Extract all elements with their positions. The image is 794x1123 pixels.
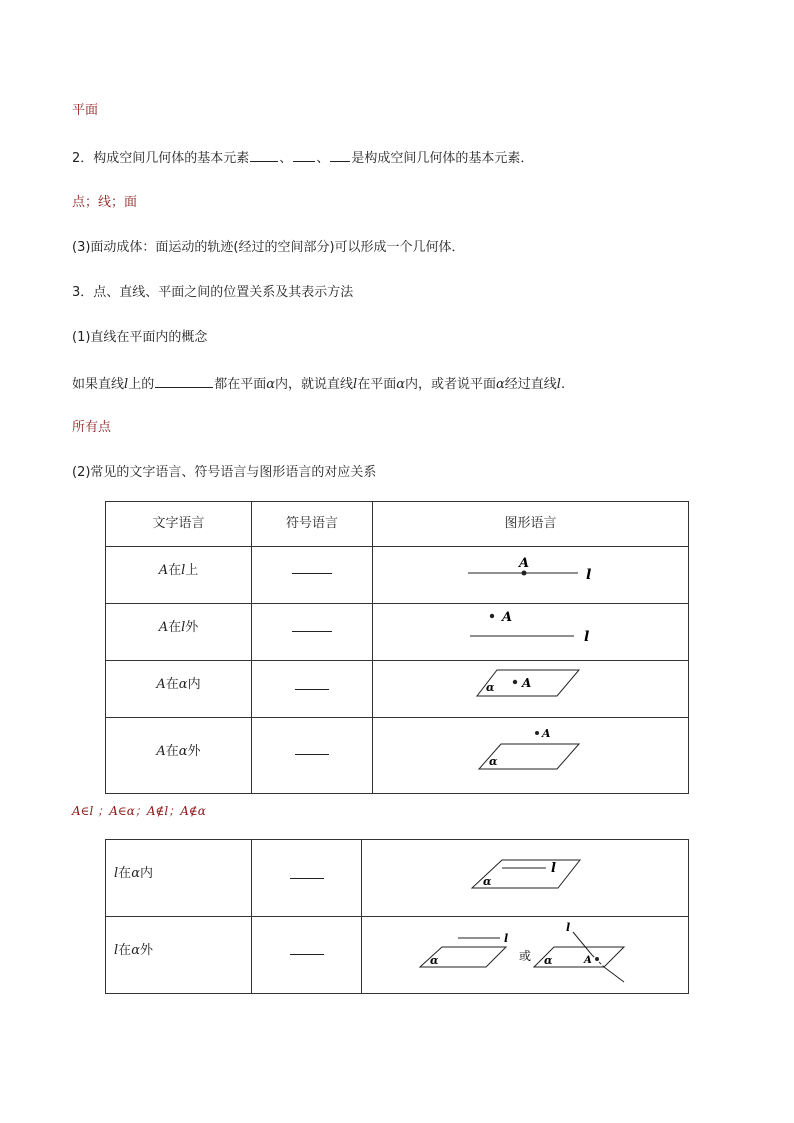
subsection-2-title: (2)常见的文字语言、符号语言与图形语言的对应关系 bbox=[72, 465, 377, 480]
svg-text:A: A bbox=[502, 610, 513, 625]
def-text: 内，就说直线 bbox=[275, 377, 354, 392]
section-3-title: 3．点、直线、平面之间的位置关系及其表示方法 bbox=[72, 285, 354, 300]
blank bbox=[250, 147, 278, 162]
blank bbox=[155, 373, 213, 388]
def-text: . bbox=[560, 377, 566, 392]
svg-text:A: A bbox=[522, 676, 532, 690]
symbol-blank-cell bbox=[252, 547, 373, 604]
definition-answer: 所有点 bbox=[72, 420, 112, 435]
figure-cell bbox=[373, 604, 689, 661]
blank bbox=[293, 147, 315, 162]
var-l: l bbox=[353, 377, 358, 392]
separator: 、 bbox=[316, 151, 330, 166]
svg-text:或: 或 bbox=[519, 949, 532, 963]
blank bbox=[330, 147, 350, 162]
q2-text-b: 是构成空间几何体的基本元素． bbox=[351, 151, 534, 166]
text-language-cell: A在α内 bbox=[106, 661, 252, 718]
table-row bbox=[106, 840, 689, 917]
figure-cell bbox=[373, 718, 689, 794]
q2-number: 2． bbox=[72, 151, 94, 166]
symbol-blank-cell bbox=[252, 718, 373, 794]
table-row bbox=[106, 661, 689, 718]
svg-text:α: α bbox=[483, 875, 492, 888]
q2-answer: 点；线；面 bbox=[72, 195, 138, 210]
var-l: l bbox=[556, 377, 561, 392]
svg-text:A: A bbox=[519, 556, 530, 571]
def-text: 上的 bbox=[128, 377, 155, 392]
def-text: 经过直线 bbox=[504, 377, 557, 392]
svg-text:α: α bbox=[544, 954, 553, 967]
symbol-blank-cell bbox=[252, 661, 373, 718]
question-2 bbox=[72, 147, 533, 169]
text-language-cell: l在α内 bbox=[106, 840, 252, 917]
point-on-line-figure bbox=[373, 547, 689, 603]
svg-text:α: α bbox=[430, 954, 439, 967]
svg-text:A: A bbox=[542, 727, 551, 740]
table1-answer: A∈l ；A∈α；A∉l；A∉α bbox=[72, 804, 206, 818]
point-in-plane-figure bbox=[373, 661, 689, 717]
relation-table-points bbox=[105, 501, 689, 794]
text-language-cell: l在α外 bbox=[106, 917, 252, 994]
relation-table-lines bbox=[105, 839, 689, 994]
svg-text:l: l bbox=[586, 567, 592, 583]
definition-sentence bbox=[72, 373, 565, 395]
header-cell: 图形语言 bbox=[373, 502, 689, 547]
symbol-blank-cell bbox=[252, 917, 362, 994]
svg-text:l: l bbox=[551, 861, 556, 876]
point-outside-plane-figure bbox=[373, 718, 689, 793]
text-language-cell: A在α外 bbox=[106, 718, 252, 794]
text-language-cell: A在l上 bbox=[106, 547, 252, 604]
symbol-blank-cell bbox=[252, 604, 373, 661]
q2-text-a: 构成空间几何体的基本元素 bbox=[93, 151, 250, 166]
symbol-blank-cell bbox=[252, 840, 362, 917]
svg-text:l: l bbox=[566, 921, 571, 934]
section-heading: 平面 bbox=[72, 103, 99, 118]
table-row bbox=[106, 917, 689, 994]
table-header-row bbox=[106, 502, 689, 547]
var-alpha: α bbox=[396, 377, 405, 392]
table-row bbox=[106, 547, 689, 604]
def-text: 在平面 bbox=[357, 377, 397, 392]
svg-text:l: l bbox=[584, 629, 590, 645]
line-in-plane-figure bbox=[362, 840, 689, 916]
var-alpha: α bbox=[496, 377, 505, 392]
svg-text:A: A bbox=[584, 955, 592, 966]
subsection-1-title: (1)直线在平面内的概念 bbox=[72, 330, 208, 345]
svg-text:α: α bbox=[489, 755, 498, 768]
table-row bbox=[106, 604, 689, 661]
var-alpha: α bbox=[266, 377, 275, 392]
figure-cell bbox=[373, 547, 689, 604]
header-cell: 文字语言 bbox=[106, 502, 252, 547]
svg-text:l: l bbox=[504, 932, 509, 945]
point-off-line-figure bbox=[373, 604, 689, 660]
q3-note: (3)面动成体：面运动的轨迹(经过的空间部分)可以形成一个几何体． bbox=[72, 240, 465, 255]
def-text: 都在平面 bbox=[214, 377, 267, 392]
var-l: l bbox=[124, 377, 129, 392]
table-row bbox=[106, 718, 689, 794]
def-text: 内，或者说平面 bbox=[404, 377, 496, 392]
figure-cell bbox=[362, 840, 689, 917]
svg-text:α: α bbox=[486, 681, 495, 694]
separator: 、 bbox=[279, 151, 293, 166]
text-language-cell: A在l外 bbox=[106, 604, 252, 661]
def-text: 如果直线 bbox=[72, 377, 125, 392]
line-outside-plane-figures bbox=[362, 917, 689, 993]
header-cell: 符号语言 bbox=[252, 502, 373, 547]
figure-cell bbox=[362, 917, 689, 994]
figure-cell bbox=[373, 661, 689, 718]
